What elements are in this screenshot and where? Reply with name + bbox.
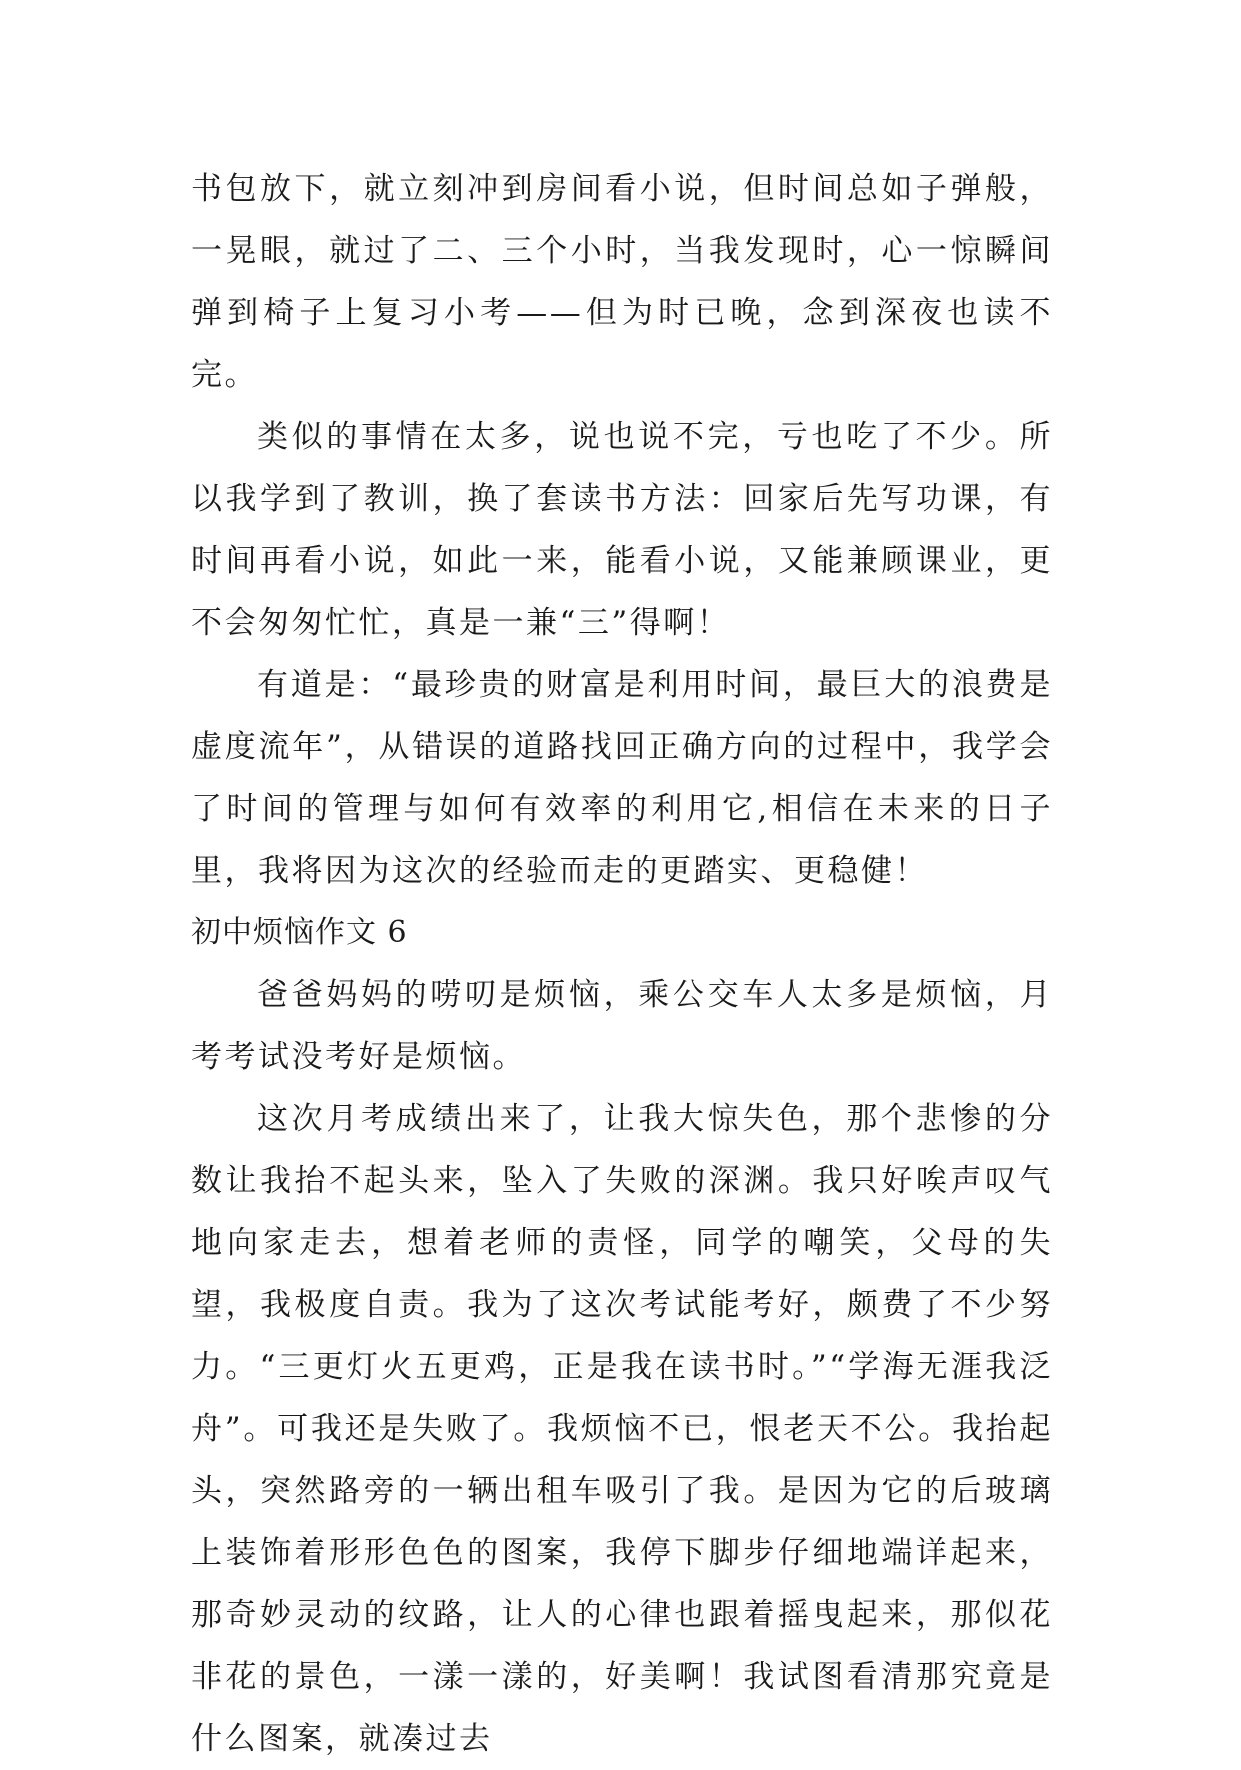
paragraph-conclusion: 有道是：“最珍贵的财富是利用时间，最巨大的浪费是虚度流年”，从错误的道路找回正确方向的过程中，我学会了时间的管理与如何有效率的利用它,相信在未来的日子里，我将因为这次的经验而走的更踏实、更稳健！ bbox=[191, 667, 1053, 889]
paragraph-lesson: 类似的事情在太多，说也说不完，亏也吃了不少。所以我学到了教训，换了套读书方法：回家后先写功课，有时间再看小说，如此一来，能看小说，又能兼顾课业，更不会匆匆忙忙，真是一兼“三”得啊！ bbox=[191, 419, 1053, 641]
section-title: 初中烦恼作文 6 bbox=[191, 915, 408, 950]
paragraph-story: 这次月考成绩出来了，让我大惊失色，那个悲惨的分数让我抬不起头来，坠入了失败的深渊。我只好唉声叹气地向家走去，想着老师的责怪，同学的嘲笑，父母的失望，我极度自责。我为了这次考试能考好，颇费了不少努力。“三更灯火五更鸡，正是我在读书时。”“学海无涯我泛舟”。可我还是失败了。我烦恼不已，恨老天不公。我抬起头，突然路旁的一辆出租车吸引了我。是因为它的后玻璃上装饰着形形色色的图案，我停下脚步仔细地端详起来，那奇妙灵动的纹路，让人的心律也跟着摇曳起来，那似花非花的景色，一漾一漾的，好美啊！我试图看清那究竟是什么图案，就凑过去 bbox=[191, 1101, 1053, 1757]
paragraph-intro: 爸爸妈妈的唠叨是烦恼，乘公交车人太多是烦恼，月考考试没考好是烦恼。 bbox=[191, 977, 1053, 1075]
document-body bbox=[191, 158, 1053, 1770]
paragraph-continuation: 书包放下，就立刻冲到房间看小说，但时间总如子弹般，一晃眼，就过了二、三个小时，当我发现时，心一惊瞬间弹到椅子上复习小考——但为时已晚，念到深夜也读不完。 bbox=[191, 171, 1053, 393]
